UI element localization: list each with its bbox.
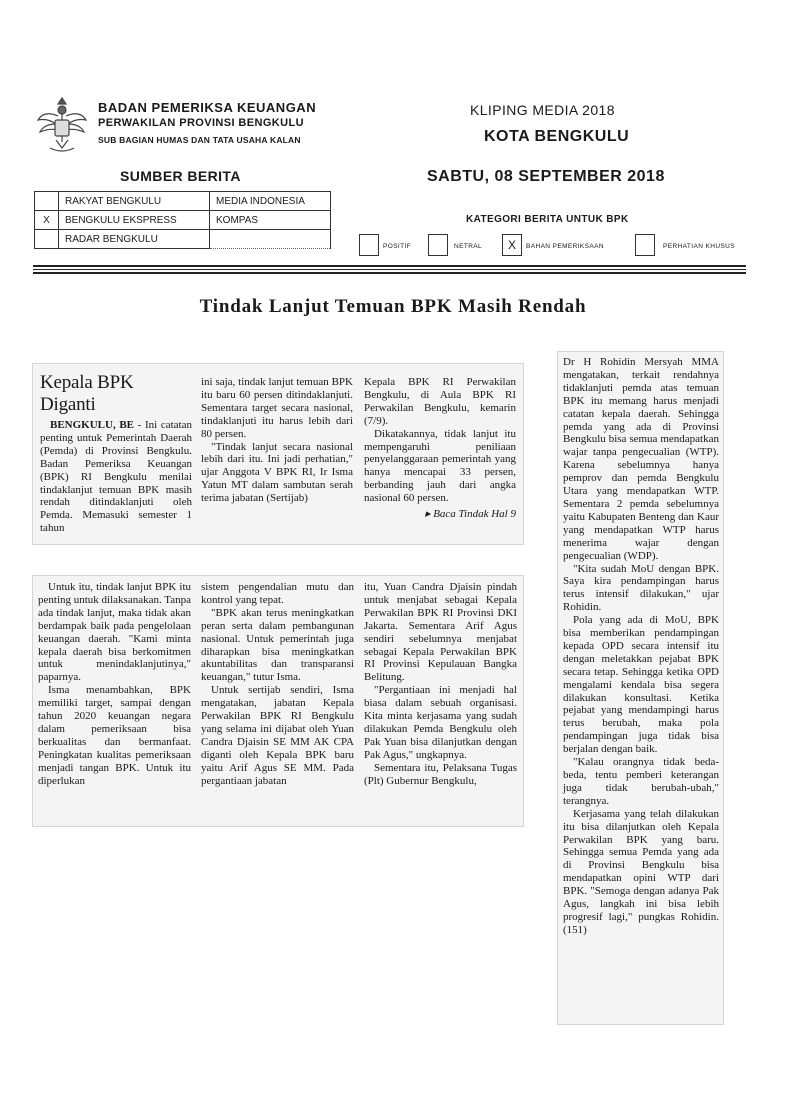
org-branch: PERWAKILAN PROVINSI BENGKULU: [98, 117, 304, 129]
right-column: [563, 356, 719, 937]
category-label-perhatian-khusus: PERHATIAN KHUSUS: [663, 243, 736, 250]
category-checkbox-netral[interactable]: [428, 234, 448, 256]
category-label: KATEGORI BERITA UNTUK BPK: [466, 214, 629, 225]
org-subdivision: SUB BAGIAN HUMAS DAN TATA USAHA KALAN: [98, 135, 301, 145]
top-column-2: [201, 376, 353, 505]
bpk-garuda-logo: [34, 92, 90, 156]
paragraph: "Tindak lanjut secara nasional lebih dari itu. Ini jadi perhatian," ujar Anggota V BPK RI, Ir Isma Yatun MT dalam sambutan serah terima jabatan (Sertijab): [201, 440, 353, 505]
source-row: [35, 211, 331, 230]
date-title: SABTU, 08 SEPTEMBER 2018: [427, 168, 665, 185]
paragraph: Kerjasama yang telah dilakukan itu bisa dilanjutkan oleh Kepala Perwakilan BPK yang baru. Sehingga semua Pemda yang ada di Provinsi Bengkulu bisa mendapatkan opini WTP dari BPK. "Semoga dengan adanya Pak Agus, langkah ini bisa lebih progresif lagi," pungkas Rohidin. (151): [563, 807, 719, 936]
paragraph: itu, Yuan Candra Djaisin pindah untuk menjabat sebagai Kepala Perwakilan BPK RI Provinsi DKI Jakarta. Sementara Arif Agus sendiri sebelumnya menjabat sebagai Kepala Perwakilan BPK RI Provinsi Kepulauan Bangka Belitung.: [364, 581, 517, 684]
paragraph: "BPK akan terus meningkatkan peran serta dalam pembangunan nasional. Untuk pemerintah juga diharapkan bisa meningkatkan akuntabilitas dan transparansi keuangan," tutur Isma.: [201, 606, 354, 684]
bottom-column-1: [38, 581, 191, 788]
paragraph: Kepala BPK RI Perwakilan Bengkulu, di Aula BPK RI Perwakilan Bengkulu, kemarin (7/9).: [364, 376, 516, 427]
paragraph: "Pergantiaan ini menjadi hal biasa dalam sebuah organisasi. Kita minta kerjasama yang sudah dilakukan Pemda Bengkulu oleh Pak Yuan bisa dilanjutkan dengan Pak Agus," ungkapnya.: [364, 684, 517, 761]
paragraph: "Kita sudah MoU dengan BPK. Saya kira pendampingan harus terus intensif dilakukan," ujar Rohidin.: [563, 562, 719, 614]
source-mark: [35, 230, 59, 249]
arrow-icon: ▸: [424, 508, 434, 521]
source-label: SUMBER BERITA: [120, 168, 241, 184]
header-divider: [33, 269, 746, 270]
category-label-positif: POSITIF: [383, 243, 412, 250]
dateline: BENGKULU, BE: [50, 419, 135, 431]
source-name: MEDIA INDONESIA: [210, 192, 331, 211]
category-label-netral: NETRAL: [454, 243, 483, 250]
category-label-bahan-pemeriksaan: BAHAN PEMERIKSAAN: [526, 243, 604, 250]
article-headline: Tindak Lanjut Temuan BPK Masih Rendah: [199, 296, 587, 317]
paragraph: sistem pengendalian mutu dan kontrol yang tepat.: [201, 581, 354, 606]
source-mark: [35, 192, 59, 211]
source-name: RADAR BENGKULU: [59, 230, 210, 249]
source-name: RAKYAT BENGKULU: [59, 192, 210, 211]
bottom-column-3: [364, 581, 517, 788]
paragraph: Untuk itu, tindak lanjut BPK itu penting untuk dilaksanakan. Tanpa ada tindak lanjut, maka tidak akan berdampak baik pada pengelolaan keuangan daerah. "Kami minta kepala daerah bisa berkomitmen untuk menindaklanjutinya," paparnya.: [38, 581, 191, 684]
source-mark: X: [35, 211, 59, 230]
header-divider: [33, 272, 746, 274]
source-name: KOMPAS: [210, 211, 331, 230]
paragraph: "Kalau orangnya tidak beda-beda, tentu pemberi keterangan juga tidak berubah-ubah," terangnya.: [563, 756, 719, 807]
paragraph: Dikatakannya, tidak lanjut itu mempengaruhi peniliaan penyelanggaraan pemerintah yang hanya mencapai 33 persen, berbanding jauh dari angka nasional 60 persen.: [364, 427, 516, 505]
category-checkbox-perhatian-khusus[interactable]: [635, 234, 655, 256]
org-name: BADAN PEMERIKSA KEUANGAN: [98, 100, 317, 115]
paragraph: Dr H Rohidin Mersyah MMA mengatakan, terkait rendahnya tidaklanjuti pemda atas temuan BPK itu memang harus menjadi catatan kepala daerah. Sehingga pemda yang ada di Provinsi Bengkulu bisa semua mendapatkan wajar tanpa pengecualian (WTP). Karena sebelumnya hanya pemprov dan pemda Bengkulu Utara yang mendapatkan WTP. Sementara 2 pemda sebelumnya yaitu Kabupaten Benteng dan Kaur yang mendapatkan WTP harus menerima wajar dengan pengecualian (WDP).: [563, 356, 719, 562]
paragraph: Untuk sertijab sendiri, Isma mengatakan, jabatan Kepala Perwakilan BPK RI Bengkulu yang selama ini dijabat oleh Yuan Candra Djaisin SE MM AK CPA diganti oleh Kepala BPK baru yaitu Arif Agus SE MM. Pada pergantiaan jabatan: [201, 684, 354, 787]
top-column-3: [364, 376, 516, 520]
paragraph: Isma menambahkan, BPK memiliki target, sampai dengan tahun 2020 keuangan negara dalam pemeriksaan bisa berkualitas dan bermanfaat. Peningkatan kualitas pemeriksaan menjadi tangan BPK. Untuk itu diperlukan: [38, 684, 191, 787]
source-row: [35, 192, 331, 211]
source-name: BENGKULU EKSPRESS: [59, 211, 210, 230]
category-checkbox-positif[interactable]: [359, 234, 379, 256]
article-subhead: Kepala BPK Diganti: [40, 372, 134, 415]
city-title: KOTA BENGKULU: [484, 128, 630, 145]
paragraph: Sementara itu, Pelaksana Tugas (Plt) Gubernur Bengkulu,: [364, 761, 517, 787]
paragraph: - Ini catatan penting untuk Pemerintah Daerah (Pemda) di Provinsi Bengkulu. Badan Pemeriksa Keuangan (BPK) RI Bengkulu menilai tindaklanjut temuan BPK masih rendah ditindaklanjuti oleh Pemda. Memasuki semester 1 tahun: [40, 419, 192, 535]
source-row: [35, 230, 331, 249]
paragraph: ini saja, tindak lanjut temuan BPK itu baru 60 persen ditindaklanjuti. Sementara target secara nasional, tindaklanjuti itu harus lebih dari 80 persen.: [201, 376, 353, 440]
kliping-title: KLIPING MEDIA 2018: [470, 102, 615, 118]
source-name: [210, 230, 331, 249]
bottom-column-2: [201, 581, 354, 788]
top-column-1: [40, 372, 192, 535]
continuation-note: Baca Tindak Hal 9: [433, 508, 516, 521]
paragraph: Pola yang ada di MoU, BPK bisa memberikan pendampingan kepada OPD secara intensif itu dengan meletakkan pejabat BPK secara tetap. Sehingga ketika OPD mengalami kendala bisa segera dilakukan konsultasi. Ketika pejabat yang mendampingi harus terus berubah, maka pola pendampingan juga tidak bisa berjalan dengan baik.: [563, 614, 719, 756]
category-checkbox-bahan-pemeriksaan[interactable]: X: [502, 234, 522, 256]
source-table: [34, 191, 331, 249]
header-divider: [33, 265, 746, 267]
